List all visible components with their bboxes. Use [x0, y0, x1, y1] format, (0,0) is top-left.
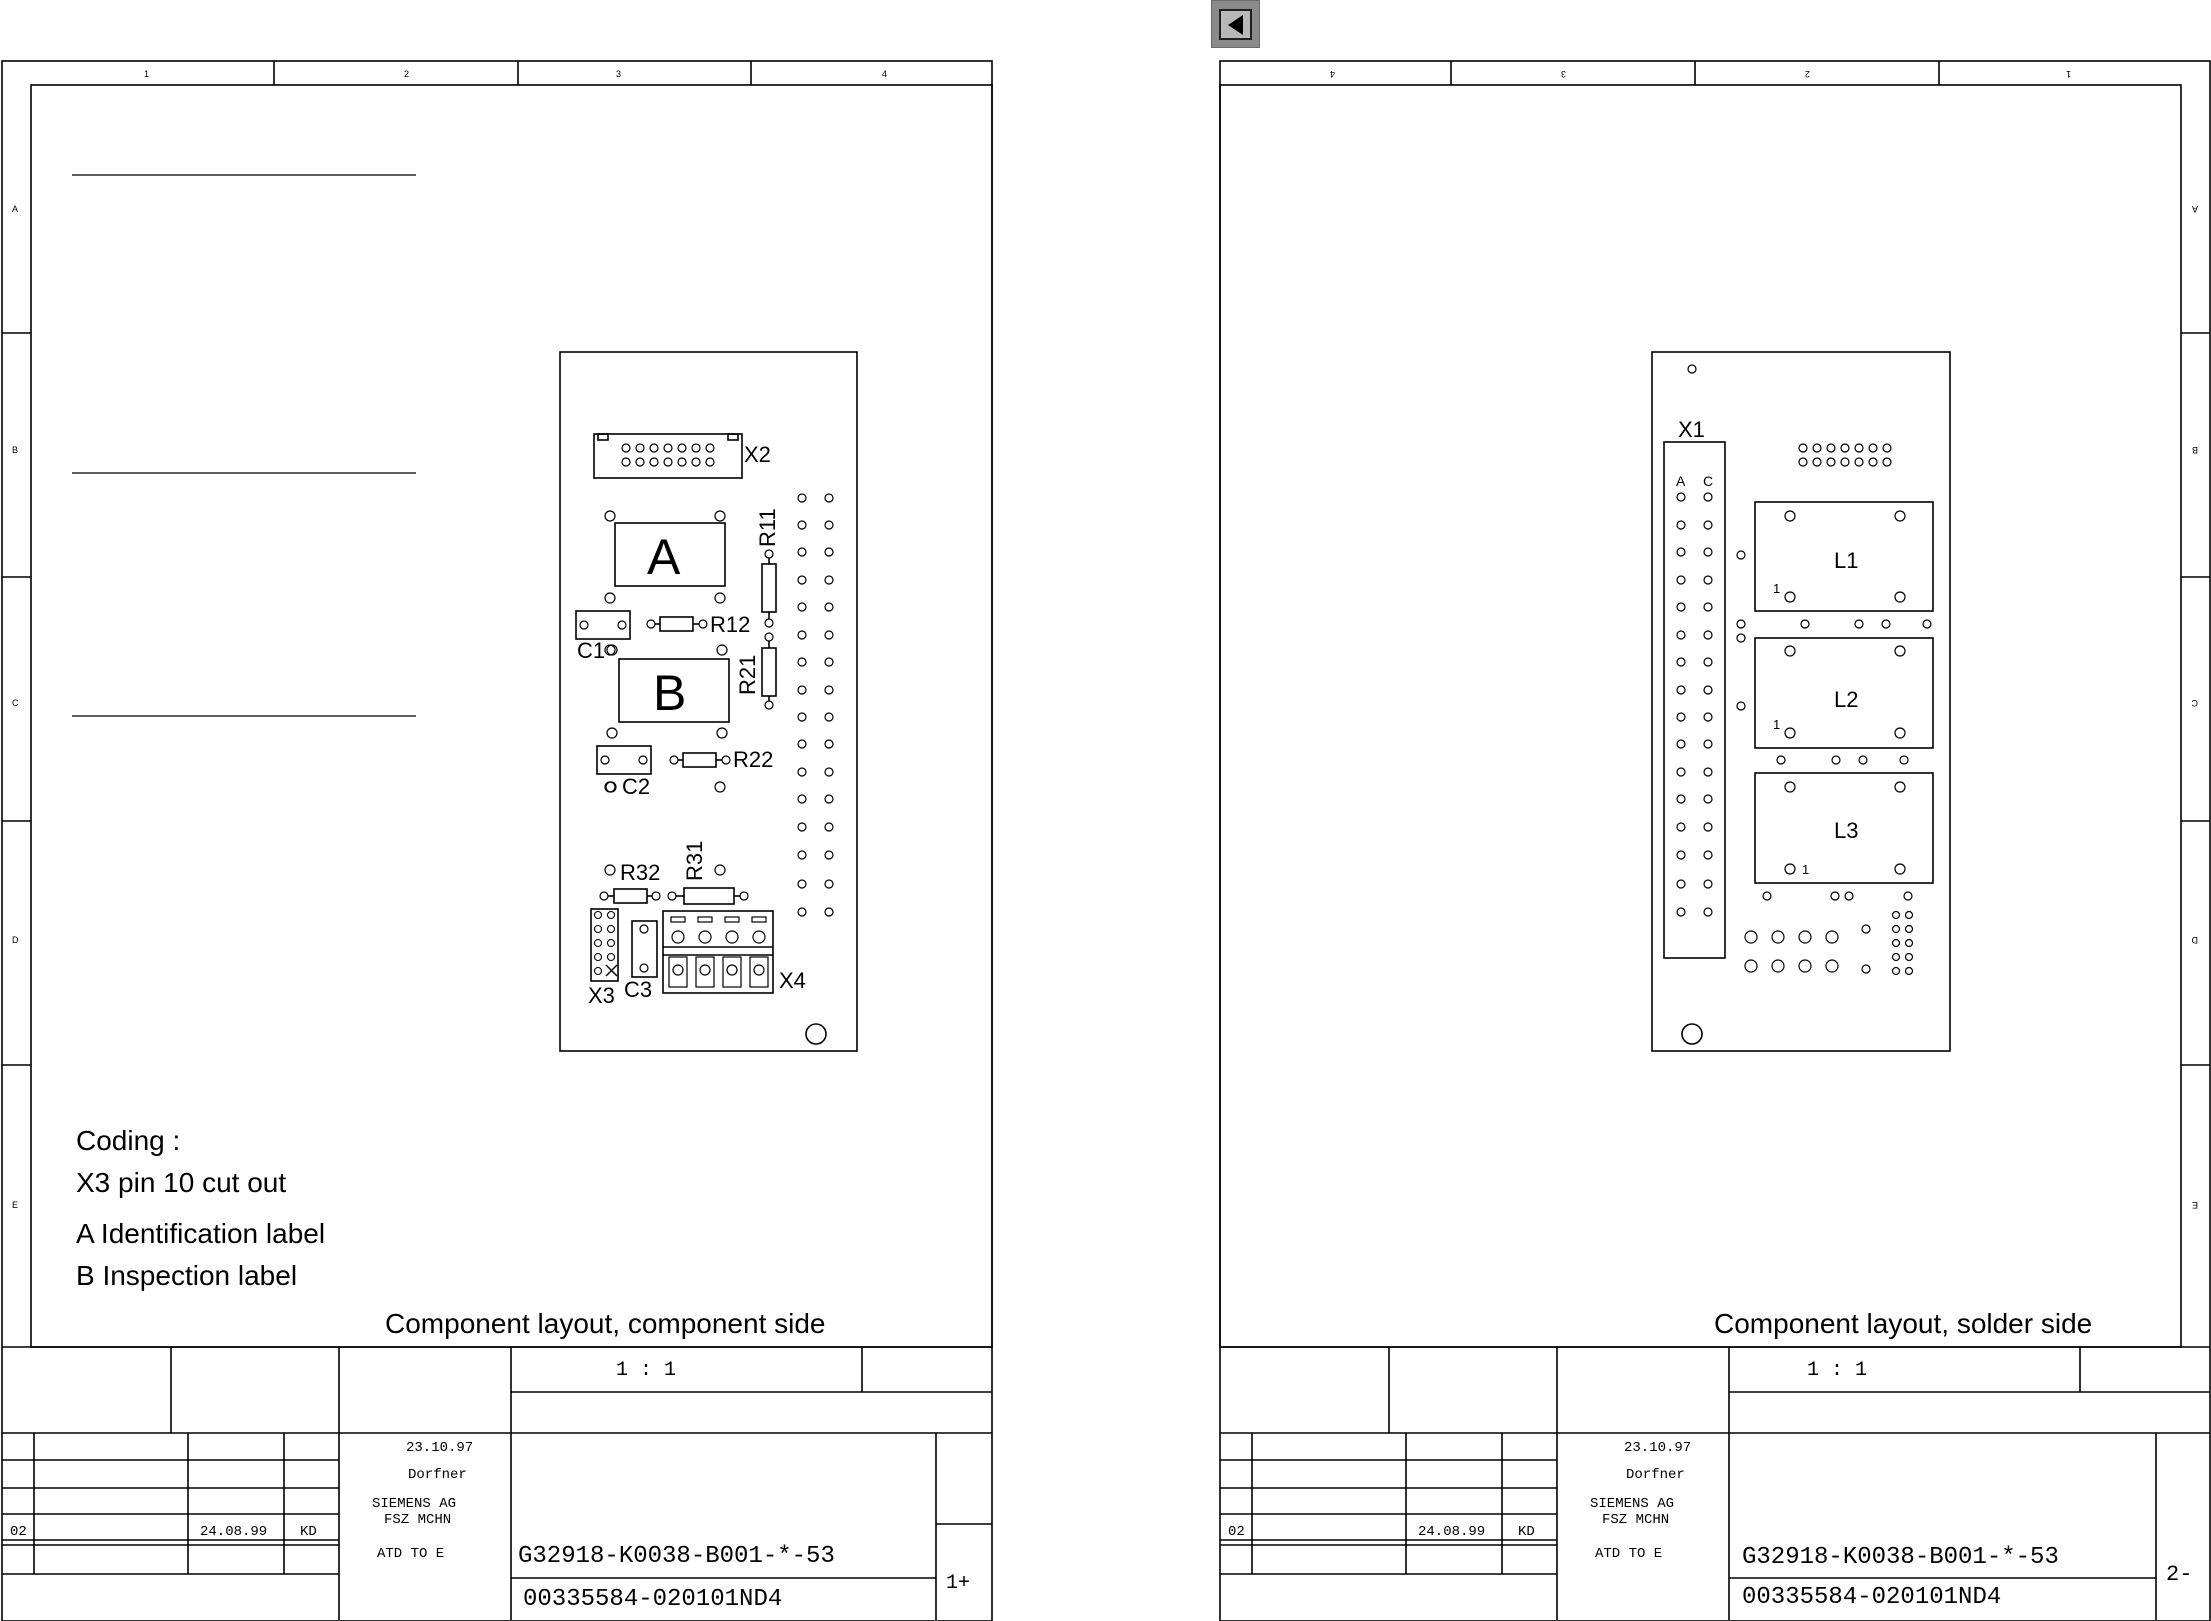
sheet-number: 2-: [2166, 1562, 2193, 1587]
pin-one-marker: 1: [1802, 862, 1810, 877]
pcb-component-side: [560, 352, 857, 1051]
drawing-number: G32918-K0038-B001-*-53: [518, 1543, 835, 1570]
sheet-1: [2, 61, 992, 1621]
author-name: Dorfner: [1626, 1467, 1685, 1483]
scale-value: 1 : 1: [616, 1359, 677, 1382]
ato-code: ATD TO E: [1595, 1546, 1663, 1562]
revision-initials: KD: [300, 1524, 317, 1540]
coding-note: X3 pin 10 cut out: [76, 1167, 287, 1198]
inductor-label: L1: [1834, 548, 1859, 573]
capacitor-label: C3: [624, 977, 653, 1002]
sheet-number: 1+: [946, 1572, 971, 1595]
row-label: B: [2191, 445, 2198, 455]
document-number: 00335584-020101ND4: [1742, 1584, 2002, 1611]
company-dept: FSZ MCHN: [1602, 1512, 1670, 1528]
company-dept: FSZ MCHN: [384, 1512, 452, 1528]
scale-value: 1 : 1: [1807, 1359, 1868, 1382]
col-label: 3: [1560, 69, 1566, 79]
sheet-2-text: [1228, 69, 2198, 1611]
label-a: A: [647, 529, 681, 585]
row-label: E: [2191, 1200, 2198, 1210]
revision-number: 02: [10, 1524, 27, 1540]
capacitor-label: C2: [622, 774, 651, 799]
connector-label: X3: [588, 983, 615, 1008]
company-name: SIEMENS AG: [1590, 1496, 1675, 1512]
pcb-solder-side: [1652, 352, 1950, 1051]
label-b: B: [653, 665, 687, 721]
sheet-caption: Component layout, component side: [385, 1308, 826, 1339]
date-created: 23.10.97: [1624, 1440, 1692, 1456]
coding-note: Coding :: [76, 1125, 181, 1156]
x1-pins: [1677, 493, 1712, 916]
col-label: 1: [2065, 69, 2071, 79]
company-name: SIEMENS AG: [372, 1496, 457, 1512]
revision-date: 24.08.99: [1418, 1524, 1486, 1540]
drawing-number: G32918-K0038-B001-*-53: [1742, 1544, 2059, 1571]
row-label: C: [2191, 698, 2198, 708]
pin-one-marker: 1: [1773, 581, 1781, 596]
pin-one-marker: 1: [1773, 717, 1781, 732]
pin-row-label: A: [1676, 473, 1686, 489]
resistor-label: R31: [682, 840, 707, 881]
col-label: 3: [616, 69, 622, 79]
resistor-label: R12: [710, 612, 751, 637]
document-number: 00335584-020101ND4: [523, 1586, 783, 1613]
row-label: A: [2191, 204, 2198, 214]
legend-note: A Identification label: [76, 1218, 326, 1249]
resistor-label: R22: [733, 747, 774, 772]
row-label: C: [12, 698, 19, 708]
resistor-label: R11: [755, 508, 780, 547]
revision-number: 02: [1228, 1524, 1245, 1540]
col-label: 1: [144, 69, 150, 79]
row-label: E: [12, 1200, 19, 1210]
resistor-label: R32: [620, 860, 661, 885]
sheet-caption: Component layout, solder side: [1714, 1308, 2093, 1339]
ato-code: ATD TO E: [377, 1546, 445, 1562]
capacitor-label: C1: [577, 638, 606, 663]
edge-connector-pins: [798, 494, 833, 916]
sheet-2: [1220, 61, 2210, 1621]
col-label: 2: [404, 69, 410, 79]
connector-label: X4: [779, 968, 806, 993]
revision-initials: KD: [1518, 1524, 1535, 1540]
pin-row-label: C: [1703, 473, 1714, 489]
col-label: 2: [1804, 69, 1810, 79]
row-label: D: [2191, 935, 2198, 945]
title-block-2: [1220, 1347, 2210, 1620]
resistor-label: R21: [735, 654, 760, 695]
row-label: B: [12, 445, 19, 455]
row-label: D: [12, 935, 19, 945]
author-name: Dorfner: [408, 1467, 467, 1483]
connector-label: X1: [1678, 417, 1705, 442]
sheet-1-text: [10, 69, 970, 1613]
legend-note: B Inspection label: [76, 1260, 298, 1291]
revision-date: 24.08.99: [200, 1524, 268, 1540]
title-block-1: [2, 1347, 992, 1620]
col-label: 4: [1329, 69, 1335, 79]
inductor-label: L2: [1834, 687, 1859, 712]
inductor-label: L3: [1834, 818, 1859, 843]
row-label: A: [12, 204, 19, 214]
connector-label: X2: [744, 442, 771, 467]
date-created: 23.10.97: [406, 1440, 474, 1456]
col-label: 4: [882, 69, 888, 79]
